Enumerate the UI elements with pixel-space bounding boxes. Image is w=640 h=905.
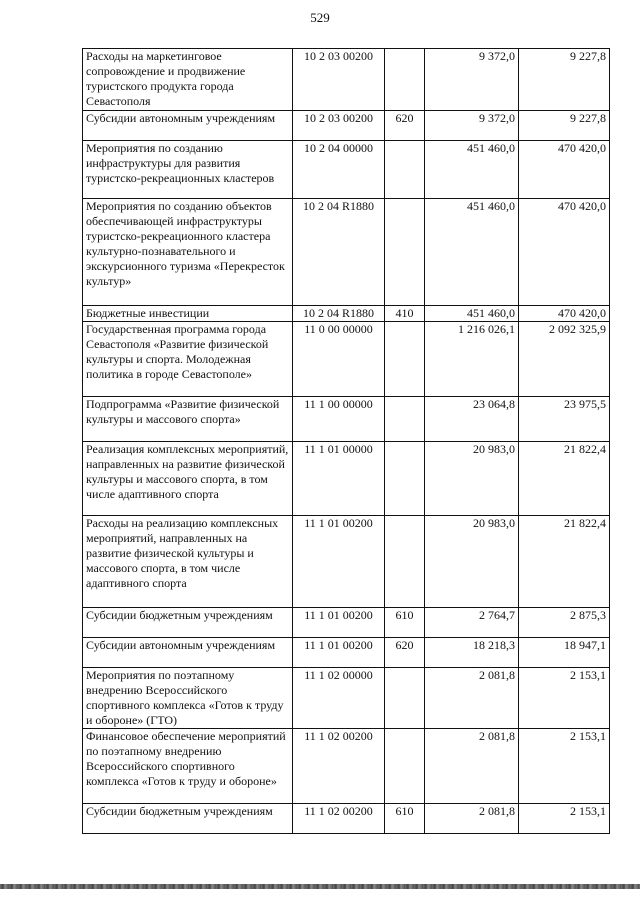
row-amount-1: 20 983,0 bbox=[425, 442, 519, 516]
row-amount-1: 451 460,0 bbox=[425, 199, 519, 306]
row-code: 11 0 00 00000 bbox=[293, 322, 385, 397]
row-code: 11 1 02 00000 bbox=[293, 668, 385, 729]
row-name: Субсидии автономным учреждениям bbox=[83, 111, 293, 141]
table-row bbox=[83, 141, 610, 199]
row-name: Государственная программа города Севастополя «Развитие физической культуры и спорта. Молодежная политика в городе Севастополе» bbox=[83, 322, 293, 397]
scan-edge-artifact bbox=[0, 884, 640, 889]
row-amount-1: 9 372,0 bbox=[425, 49, 519, 111]
row-code: 10 2 03 00200 bbox=[293, 49, 385, 111]
table-row bbox=[83, 322, 610, 397]
row-amount-1: 18 218,3 bbox=[425, 638, 519, 668]
row-name: Расходы на реализацию комплексных мероприятий, направленных на развитие физической культуры и массового спорта, в том числе адаптивного спорта bbox=[83, 516, 293, 608]
row-expense-type bbox=[385, 442, 425, 516]
row-amount-2: 2 875,3 bbox=[519, 608, 610, 638]
row-amount-1: 451 460,0 bbox=[425, 306, 519, 322]
row-code: 10 2 04 R1880 bbox=[293, 306, 385, 322]
row-expense-type: 410 bbox=[385, 306, 425, 322]
row-expense-type bbox=[385, 322, 425, 397]
row-amount-2: 470 420,0 bbox=[519, 199, 610, 306]
row-expense-type: 620 bbox=[385, 111, 425, 141]
row-amount-1: 2 081,8 bbox=[425, 729, 519, 804]
row-expense-type bbox=[385, 668, 425, 729]
row-amount-2: 18 947,1 bbox=[519, 638, 610, 668]
table-row bbox=[83, 804, 610, 834]
row-amount-1: 451 460,0 bbox=[425, 141, 519, 199]
row-name: Бюджетные инвестиции bbox=[83, 306, 293, 322]
row-code: 11 1 00 00000 bbox=[293, 397, 385, 442]
table-row bbox=[83, 306, 610, 322]
row-code: 10 2 04 00000 bbox=[293, 141, 385, 199]
row-name: Подпрограмма «Развитие физической культуры и массового спорта» bbox=[83, 397, 293, 442]
budget-table bbox=[82, 48, 610, 834]
table-row bbox=[83, 111, 610, 141]
row-amount-1: 9 372,0 bbox=[425, 111, 519, 141]
row-code: 11 1 02 00200 bbox=[293, 804, 385, 834]
row-expense-type: 610 bbox=[385, 804, 425, 834]
row-amount-2: 2 153,1 bbox=[519, 668, 610, 729]
row-code: 10 2 04 R1880 bbox=[293, 199, 385, 306]
row-expense-type bbox=[385, 729, 425, 804]
row-code: 10 2 03 00200 bbox=[293, 111, 385, 141]
row-name: Расходы на маркетинговое сопровождение и продвижение туристского продукта города Севастополя bbox=[83, 49, 293, 111]
row-amount-1: 2 081,8 bbox=[425, 668, 519, 729]
row-amount-1: 2 081,8 bbox=[425, 804, 519, 834]
row-code: 11 1 01 00200 bbox=[293, 516, 385, 608]
row-expense-type bbox=[385, 141, 425, 199]
row-amount-2: 21 822,4 bbox=[519, 516, 610, 608]
row-name: Мероприятия по созданию инфраструктуры для развития туристско-рекреационных кластеров bbox=[83, 141, 293, 199]
table-row bbox=[83, 638, 610, 668]
row-amount-1: 1 216 026,1 bbox=[425, 322, 519, 397]
row-amount-2: 2 153,1 bbox=[519, 804, 610, 834]
row-expense-type: 610 bbox=[385, 608, 425, 638]
row-amount-2: 2 092 325,9 bbox=[519, 322, 610, 397]
table-row bbox=[83, 729, 610, 804]
row-name: Мероприятия по поэтапному внедрению Всероссийского спортивного комплекса «Готов к труду и обороне» (ГТО) bbox=[83, 668, 293, 729]
table-row bbox=[83, 397, 610, 442]
row-expense-type: 620 bbox=[385, 638, 425, 668]
row-amount-2: 2 153,1 bbox=[519, 729, 610, 804]
row-expense-type bbox=[385, 49, 425, 111]
table-row bbox=[83, 49, 610, 111]
row-name: Реализация комплексных мероприятий, направленных на развитие физической культуры и массового спорта, в том числе адаптивного спорта bbox=[83, 442, 293, 516]
row-amount-2: 9 227,8 bbox=[519, 111, 610, 141]
page-number: 529 bbox=[310, 10, 330, 25]
row-amount-2: 9 227,8 bbox=[519, 49, 610, 111]
row-name: Субсидии автономным учреждениям bbox=[83, 638, 293, 668]
row-code: 11 1 01 00000 bbox=[293, 442, 385, 516]
row-amount-2: 470 420,0 bbox=[519, 141, 610, 199]
row-amount-2: 23 975,5 bbox=[519, 397, 610, 442]
table-row bbox=[83, 668, 610, 729]
row-amount-1: 2 764,7 bbox=[425, 608, 519, 638]
table-row bbox=[83, 442, 610, 516]
row-amount-1: 23 064,8 bbox=[425, 397, 519, 442]
row-name: Субсидии бюджетным учреждениям bbox=[83, 608, 293, 638]
row-name: Мероприятия по созданию объектов обеспечивающей инфраструктуры туристско-рекреационного кластера культурно-познавательного и экскурсионного туризма «Перекресток культур» bbox=[83, 199, 293, 306]
row-code: 11 1 02 00200 bbox=[293, 729, 385, 804]
row-name: Субсидии бюджетным учреждениям bbox=[83, 804, 293, 834]
table-row bbox=[83, 199, 610, 306]
table-row bbox=[83, 608, 610, 638]
row-code: 11 1 01 00200 bbox=[293, 608, 385, 638]
row-amount-1: 20 983,0 bbox=[425, 516, 519, 608]
row-name: Финансовое обеспечение мероприятий по поэтапному внедрению Всероссийского спортивного комплекса «Готов к труду и обороне» bbox=[83, 729, 293, 804]
row-amount-2: 21 822,4 bbox=[519, 442, 610, 516]
row-expense-type bbox=[385, 516, 425, 608]
row-code: 11 1 01 00200 bbox=[293, 638, 385, 668]
row-expense-type bbox=[385, 199, 425, 306]
row-amount-2: 470 420,0 bbox=[519, 306, 610, 322]
row-expense-type bbox=[385, 397, 425, 442]
table-row bbox=[83, 516, 610, 608]
